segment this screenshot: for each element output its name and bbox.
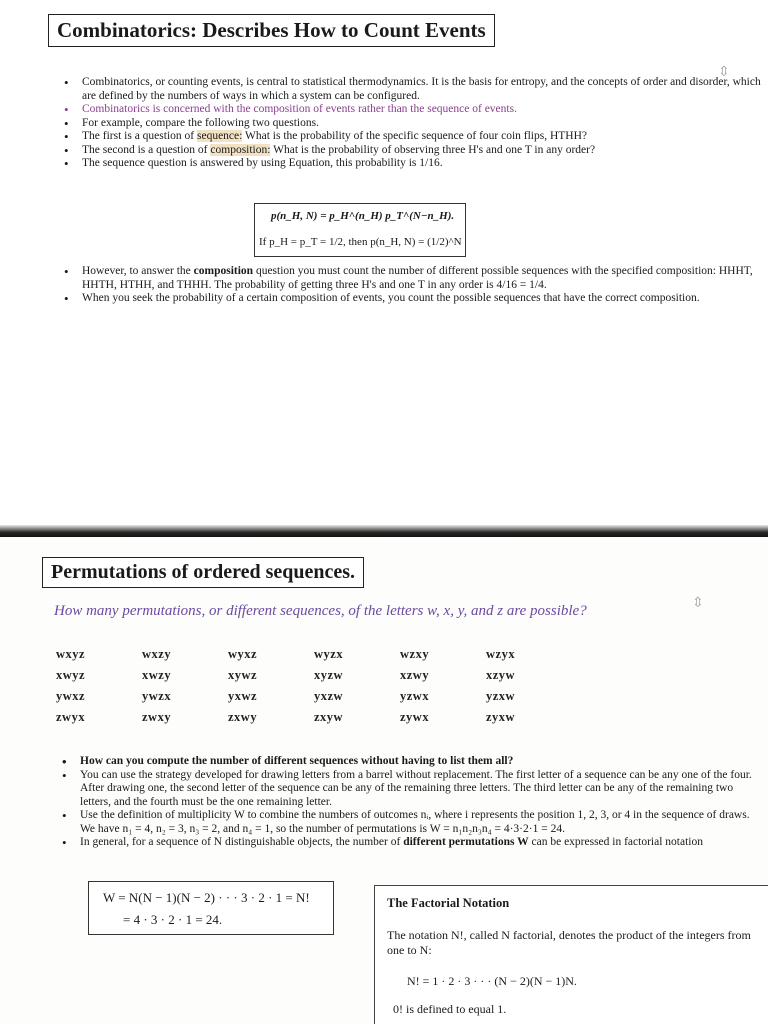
factorial-zero: 0! is defined to equal 1. — [393, 1002, 507, 1016]
permutation-item: xwyz — [56, 668, 86, 682]
slide1-bullets-2 — [58, 265, 766, 306]
list-item: • Combinatorics, or counting events, is central to statistical thermodynamics. It is the basis for entropy, and the concepts of order and disorder, which are defined by the numbers of ways in which a system can be configured. — [58, 76, 766, 103]
permutation-item: wxzy — [142, 647, 172, 661]
factorial-title: The Factorial Notation — [387, 896, 510, 910]
list-item: • Combinatorics is concerned with the composition of events rather than the sequence of events. — [58, 103, 766, 117]
slide-divider — [0, 525, 768, 537]
permutation-item: wyxz — [228, 647, 258, 661]
text: The second is a question of — [82, 143, 211, 156]
list-item — [58, 130, 766, 144]
w-equation-line-2: = 4 · 3 · 2 · 1 = 24. — [123, 912, 223, 927]
text: What is the probability of the specific sequence of four coin flips, HTHH? — [242, 130, 588, 142]
list-item: • The sequence question is answered by using Equation, this probability is 1/16. — [58, 157, 766, 171]
list-item: • How can you compute the number of different sequences without having to list them all? — [56, 755, 766, 769]
permutation-item: xwzy — [142, 668, 172, 682]
permutation-item: zxwy — [228, 710, 258, 724]
permutation-item: wyzx — [314, 647, 344, 661]
list-item: • You can use the strategy developed for drawing letters from a barrel without replacement. The first letter of a sequence can be any one of the four. After drawing one, the second letter of the sequence can be any of the remaining three letters. The third letter can be any of the remaining two letters, and the fourth must be the one remaining letter. — [56, 769, 766, 810]
list-item: • Use the definition of multiplicity W to combine the numbers of outcomes nᵢ, where i represents the position 1, 2, 3, or 4 in the sequence of draws. We have n₁ = 4, n₂ = 3, n₃ = 2, and n₄ = 1, so the number of permutations is W = n₁n₂n₃n₄ = 4·3·2·1 = 24. — [56, 809, 766, 836]
cursor-icon: ⇳ — [692, 596, 704, 611]
permutation-item: ywzx — [142, 689, 172, 703]
permutation-item: xywz — [228, 668, 258, 682]
permutation-item: zxyw — [314, 710, 344, 724]
slide1-title: Combinatorics: Describes How to Count Events — [48, 14, 495, 47]
list-item — [56, 836, 766, 850]
permutation-item: zwyx — [56, 710, 86, 724]
permutation-item: wzxy — [400, 647, 430, 661]
permutation-item: yzxw — [486, 689, 516, 703]
text: question you must count the number of different possible sequences with the specified composition: HHHT, HHTH, HTHH, and THHH. The probability of getting three H's and one T in any order is 4/16 = 1/4. — [82, 265, 753, 291]
permutation-question: How many permutations, or different sequences, of the letters w, x, y, and z are possible? — [54, 603, 587, 619]
text: However, to answer the — [82, 265, 194, 277]
cursor-icon: ⇳ — [718, 65, 730, 80]
text: The first is a question of — [82, 130, 197, 142]
permutation-item: xzwy — [400, 668, 430, 682]
permutation-item: xzyw — [486, 668, 516, 682]
list-item: • For example, compare the following two questions. — [58, 117, 766, 131]
list-item — [58, 265, 766, 292]
permutation-item: wzyx — [486, 647, 516, 661]
text: can be expressed in factorial notation — [528, 836, 703, 848]
slide2-title: Permutations of ordered sequences. — [42, 557, 364, 588]
permutation-item: yxwz — [228, 689, 258, 703]
permutation-item: zywx — [400, 710, 430, 724]
probability-equation-box — [254, 203, 466, 257]
permutation-item: xyzw — [314, 668, 344, 682]
slide1-bullets — [58, 76, 766, 171]
permutation-item: wxyz — [56, 647, 86, 661]
highlight: sequence: — [196, 130, 243, 142]
factorial-text: The notation N!, called N factorial, denotes the product of the integers from one to N: — [387, 928, 751, 957]
permutation-item: zwxy — [142, 710, 172, 724]
text: What is the probability of observing three H's and one T in any order? — [270, 143, 596, 156]
equation-line-2: If p_H = p_T = 1/2, then p(n_H, N) = (1/2)^N — [259, 236, 462, 248]
list-item: • When you seek the probability of a certain composition of events, you count the possible sequences that have the correct composition. — [58, 292, 766, 306]
permutation-item: yxzw — [314, 689, 344, 703]
bold-text: different permutations W — [403, 836, 529, 848]
slide-permutations — [0, 537, 768, 1024]
factorial-notation-box — [374, 885, 768, 1024]
list-item — [58, 144, 766, 158]
permutation-item: ywxz — [56, 689, 86, 703]
permutation-item: zyxw — [486, 710, 516, 724]
w-equation-line-1: W = N(N − 1)(N − 2) · · · 3 · 2 · 1 = N! — [103, 890, 310, 905]
bold-text: composition — [193, 265, 254, 277]
text: In general, for a sequence of N distinguishable objects, the number of — [80, 836, 404, 848]
multiplicity-equation-box — [88, 881, 334, 935]
permutation-item: yzwx — [400, 689, 430, 703]
factorial-formula: N! = 1 · 2 · 3 · · · (N − 2)(N − 1)N. — [407, 974, 577, 988]
slide2-bullets — [56, 755, 766, 850]
highlight: composition: — [210, 143, 271, 156]
equation-line-1: p(n_H, N) = p_H^(n_H) p_T^(N−n_H). — [271, 210, 455, 222]
